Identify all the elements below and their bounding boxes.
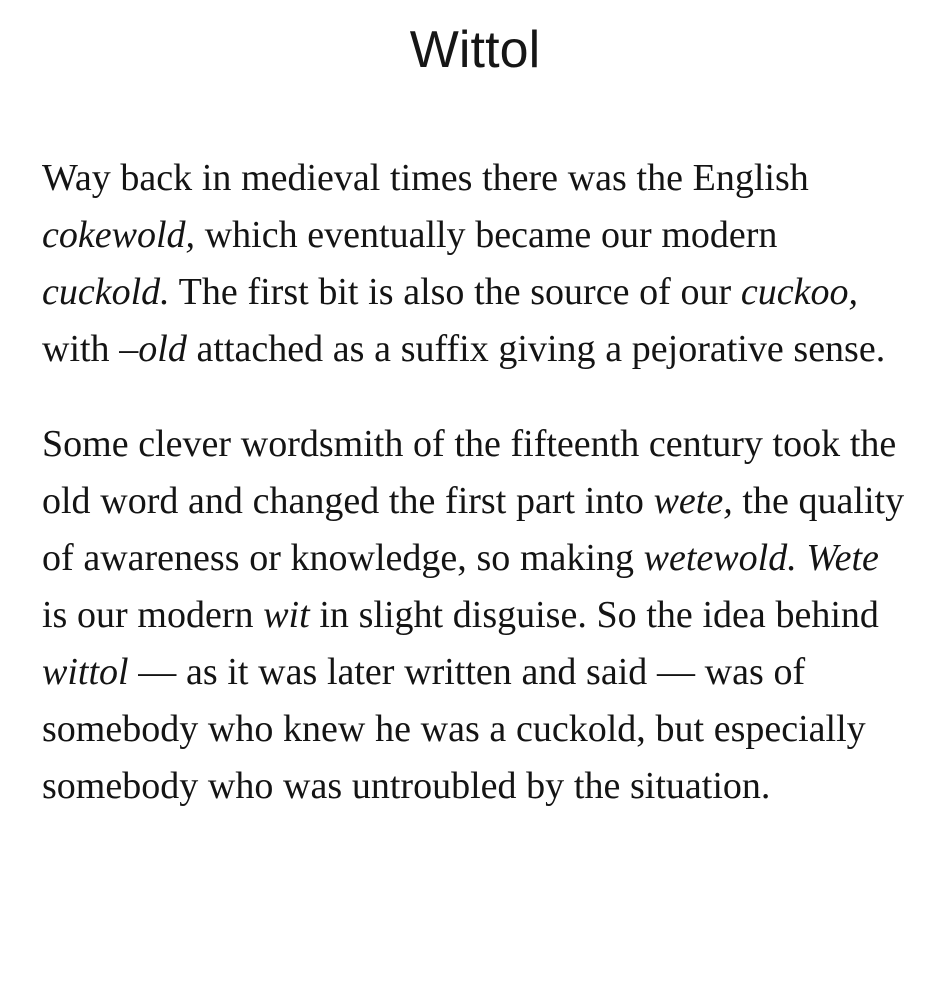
emphasised-term: wete, xyxy=(653,480,733,522)
emphasised-term: wetewold. xyxy=(643,537,797,579)
body-text: is our modern xyxy=(42,594,264,636)
article-body xyxy=(0,150,950,815)
emphasised-term: cokewold, xyxy=(42,214,196,256)
emphasised-term: cuckoo, xyxy=(740,271,858,313)
body-paragraph xyxy=(42,150,905,378)
body-text: with xyxy=(42,328,120,370)
emphasised-term: wit xyxy=(263,594,310,636)
body-paragraph xyxy=(42,416,905,815)
body-text: Some clever wordsmith of the fifteenth century took the old word and changed the first part into xyxy=(42,423,897,522)
emphasised-term: –old xyxy=(119,328,187,370)
body-text: the quality of awareness or knowledge, so making xyxy=(42,480,905,579)
body-text: The first bit is also the source of our xyxy=(169,271,741,313)
emphasised-term: Wete xyxy=(806,537,879,579)
body-text xyxy=(797,537,807,579)
emphasised-term: cuckold. xyxy=(42,271,170,313)
body-text: in slight disguise. So the idea behind xyxy=(309,594,879,636)
body-text: Way back in medieval times there was the English xyxy=(42,157,809,199)
body-text: — as it was later written and said — was of somebody who knew he was a cuckold, but especially somebody who was untroubled by the situation. xyxy=(42,651,866,807)
emphasised-term: wittol xyxy=(42,651,129,693)
body-text: attached as a suffix giving a pejorative sense. xyxy=(186,328,886,370)
body-text: which eventually became our modern xyxy=(195,214,778,256)
page-title: Wittol xyxy=(409,21,541,79)
